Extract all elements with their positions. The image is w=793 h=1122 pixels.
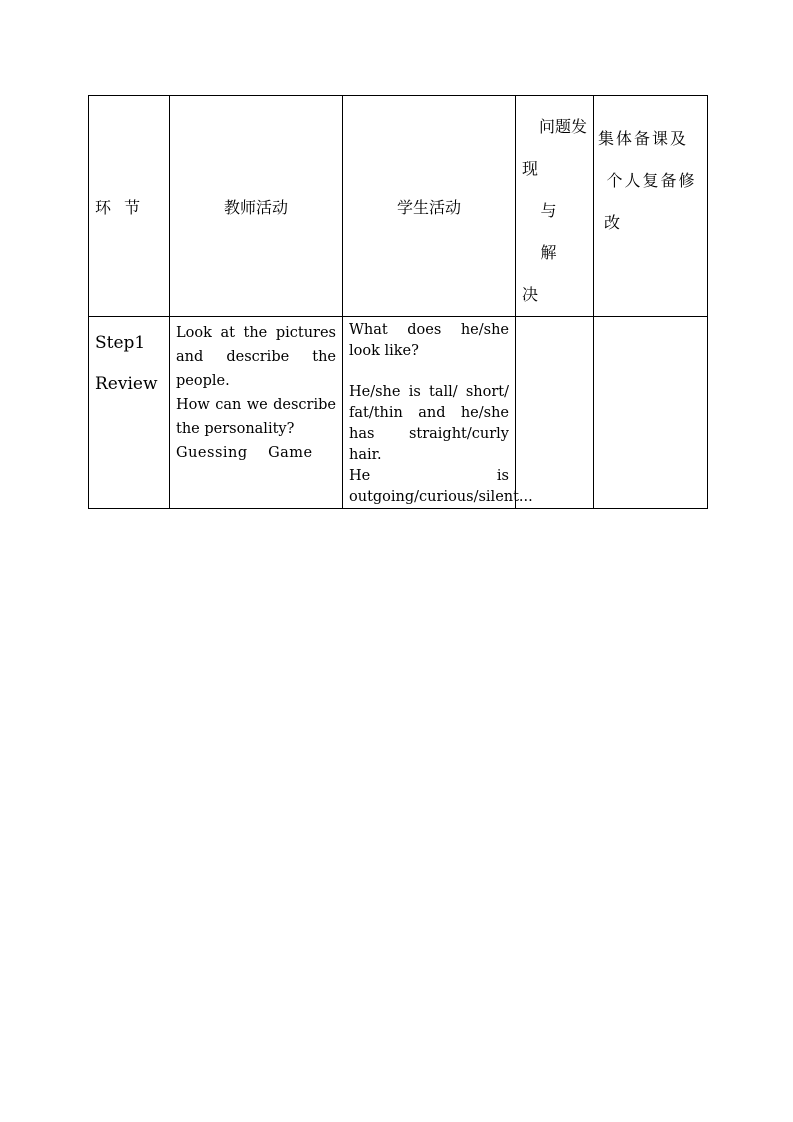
student-activity-line-3: He is outgoing/curious/silent...: [349, 468, 533, 505]
problem-solving-cell: [516, 317, 594, 509]
header-problem-line-4: 决: [522, 285, 539, 304]
header-problem-line-2: 现: [522, 159, 539, 178]
student-activity-gap: [349, 362, 509, 382]
header-problem-line-3: 与 解: [540, 201, 571, 262]
header-problem-solving: [516, 96, 594, 317]
teacher-activity-line-2: How can we describe the personality?: [176, 397, 336, 437]
student-activity-line-2: He/she is tall/ short/ fat/thin and he/she has straight/curly hair.: [349, 384, 509, 463]
table-row: [89, 317, 708, 509]
header-teacher-activity: 教师活动: [170, 96, 343, 317]
step-title: Review: [95, 374, 158, 394]
header-collective-line-2: 个人复备修: [606, 171, 697, 190]
step-cell: [89, 317, 170, 509]
lesson-plan-table: [88, 95, 708, 509]
header-problem-line-1: 问题发: [538, 117, 587, 136]
header-collective-preparation: [594, 96, 708, 317]
table-header-row: [89, 96, 708, 317]
teacher-activity-line-1: Look at the pictures and describe the people.: [176, 325, 336, 389]
teacher-activity-line-3: Guessing Game: [176, 445, 313, 461]
teacher-activity-cell: [170, 317, 343, 509]
student-activity-cell: [343, 317, 533, 509]
header-student-activity: 学生活动: [343, 96, 516, 317]
step-number: Step1: [95, 333, 146, 353]
header-stage: 环 节: [89, 96, 170, 317]
collective-preparation-cell: [594, 317, 708, 509]
header-collective-line-1: 集体备课及: [598, 129, 689, 148]
student-activity-line-1: What does he/she look like?: [349, 322, 509, 359]
header-collective-line-3: 改: [604, 213, 623, 232]
